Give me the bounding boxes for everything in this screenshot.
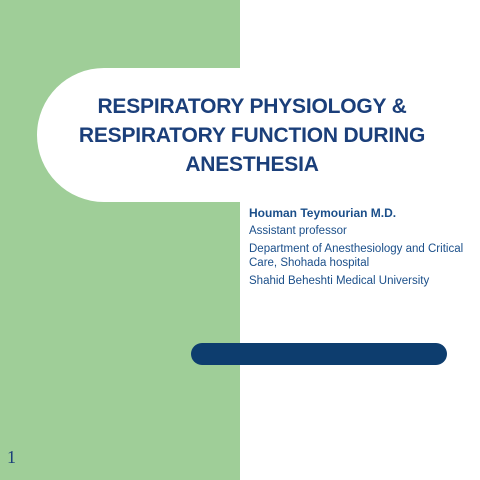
author-name: Houman Teymourian M.D.: [249, 206, 397, 220]
author-position: Assistant professor: [249, 225, 347, 237]
title-line-1: RESPIRATORY PHYSIOLOGY &: [97, 95, 407, 118]
slide-number: 1: [7, 447, 16, 467]
slide-title: [52, 92, 452, 179]
title-line-2: RESPIRATORY FUNCTION DURING: [78, 124, 426, 147]
author-department: Department of Anesthesiology and Critical Care, Shohada hospital: [249, 243, 464, 269]
title-line-3: ANESTHESIA: [185, 153, 319, 176]
author-info: [249, 206, 474, 292]
accent-bar: [191, 343, 447, 365]
author-university: Shahid Beheshti Medical University: [249, 275, 430, 287]
